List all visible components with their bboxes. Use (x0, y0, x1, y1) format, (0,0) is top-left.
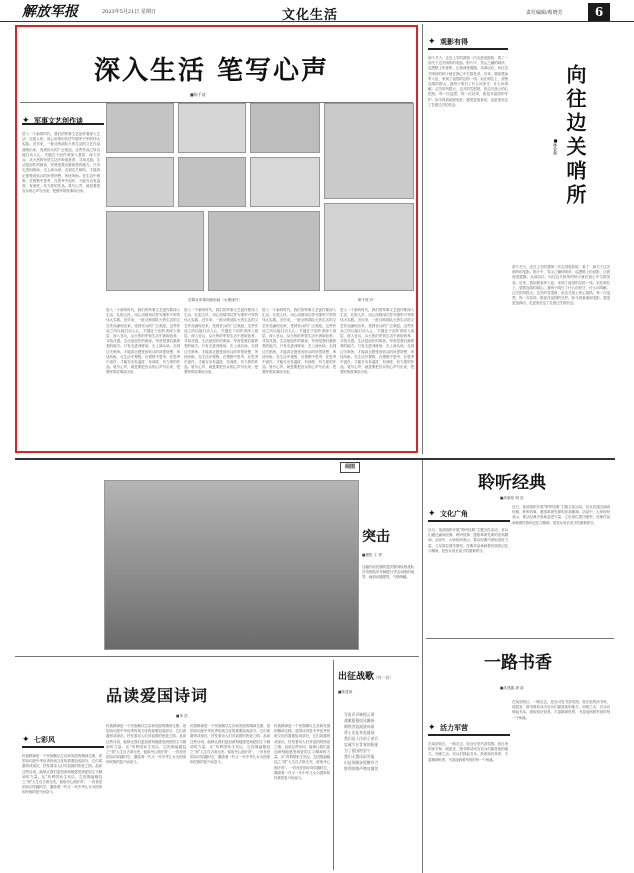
poem-title (338, 664, 393, 683)
editor-credit: 责任编辑/蔡晓芳 (526, 10, 563, 16)
poetry-body-col1: 民族精神是一个民族赖以生存和发展的精神支撑。爱国诗词是中华优秀传统文化的重要组成部分，它们或激昂或深沉，抒发着诗人们对祖国的热爱之情。品读这些诗词，能够让我们更加深刻地感受到爱国主义精神的力量。从“苟利国家生死以，岂因祸福避趋之”到“人生自古谁无死，留取丹心照汗青”，一首首爱国诗词穿越时空，激励着一代又一代中华儿女为国家和民族的复兴而奋斗。 (22, 754, 102, 795)
sketch-image (250, 103, 320, 153)
artwork-credit: 陈千波 作 (358, 298, 374, 302)
photo-tag: 阅图 (340, 462, 360, 473)
section-divider (15, 656, 419, 657)
sketch-image (324, 103, 414, 199)
star-icon: ✦ (22, 735, 30, 745)
poetry-body-col2: 民族精神是一个民族赖以生存和发展的精神支撑。爱国诗词是中华优秀传统文化的重要组成部分，它们或激昂或深沉，抒发着诗人们对祖国的热爱之情。品读这些诗词，能够让我们更加深刻地感受到爱国主义精神的力量。从“苟利国家生死以，岂因祸福避趋之”到“人生自古谁无死，留取丹心照汗青”，一首首爱国诗词穿越时空，激励着一代又一代中华儿女为国家和民族的复兴而奋斗。 (106, 724, 186, 765)
poetry-byline: ■李 浩 (176, 714, 188, 718)
poetry-heading: 七彩风 (34, 735, 55, 744)
poem-line: 我们是人民的子弟兵 (344, 736, 379, 741)
shuxiang-body-col2: 在某部营区，一路走去，处处可见书香氛围。营区里的读书角、阅览室、图书驿站成为官兵们最喜欢的地方。训练之余，官兵们捧起书本，汲取知识营养，丰富精神世界，书香浸润着军营的每一个角落。 (512, 700, 610, 720)
photo-byline: ■摄影 王 婷 (362, 553, 383, 557)
feature-body-col3: 进入一个新的时代，我们的军事文艺创作要深入生活、扎根人民，用心用情用功抒写强军兴军的伟大实践。近年来，一批反映部队火热生活的文艺作品涌现出来，受到官兵的广泛欢迎。这些作品之所以能打动人心，关键在于创作者深入基层、深入官兵，从火热的军营生活中汲取营养、寻找灵感。生活是创作的源泉，军营是我们最熟悉的地方。只有走进训练场、走上演兵场、走到边关哨所，才能真正感受到官兵的所思所想、所忧所盼。在生活中观察，在观察中思考，在思考中创作，才能写出有温度、有深度、有力度的作品。笔写心声，就是要把官兵的心声写出来，把强军的故事讲出来。 (184, 308, 258, 375)
poem-line: 勇士出征奔赴战场 (344, 730, 375, 735)
page-number: 6 (588, 3, 610, 21)
poetry-sidebar-bar (22, 746, 104, 748)
right-feature-title: 向往边关哨所 (563, 64, 587, 208)
poem-line: 胜利的歌声嘹亮激昂 (344, 766, 379, 771)
poem-byline: ■陈建斌 (338, 690, 353, 694)
feature-title: 深入生活 笔写心声 (94, 56, 330, 86)
sketch-image (250, 157, 320, 207)
issue-date: 2023年5月21日 星期日 (102, 9, 156, 15)
right-sidebar-heading: 观影有得 (440, 37, 468, 46)
poem-line: 钢铁洪流滚滚向前 (344, 724, 375, 729)
column-divider (422, 24, 423, 454)
shuxiang-heading: 活力军营 (440, 723, 468, 732)
masthead (0, 0, 634, 22)
sketch-image (106, 103, 174, 153)
poem-title-text: 出征战歌 (338, 672, 375, 682)
section-divider (426, 638, 614, 639)
star-icon: ✦ (22, 116, 30, 126)
poetry-body-col3: 民族精神是一个民族赖以生存和发展的精神支撑。爱国诗词是中华优秀传统文化的重要组成部分，它们或激昂或深沉，抒发着诗人们对祖国的热爱之情。品读这些诗词，能够让我们更加深刻地感受到爱国主义精神的力量。从“苟利国家生死以，岂因祸福避趋之”到“人生自古谁无死，留取丹心照汗青”，一首首爱国诗词穿越时空，激励着一代又一代中华儿女为国家和民族的复兴而奋斗。 (190, 724, 270, 765)
armored-vehicle-photo (104, 480, 359, 650)
feature-body-col1: 进入一个新的时代，我们的军事文艺创作要深入生活、扎根人民，用心用情用功抒写强军兴军的伟大实践。近年来，一批反映部队火热生活的文艺作品涌现出来，受到官兵的广泛欢迎。这些作品之所以能打动人心，关键在于创作者深入基层、深入官兵，从火热的军营生活中汲取营养、寻找灵感。生活是创作的源泉，军营是我们最熟悉的地方。只有走进训练场、走上演兵场、走到边关哨所，才能真正感受到官兵的所思所想、所忧所盼。在生活中观察，在观察中思考，在思考中创作，才能写出有温度、有深度、有力度的作品。笔写心声，就是要把官兵的心声写出来，把强军的故事讲出来。 (22, 132, 100, 194)
shuxiang-body-col1: 在某部营区，一路走去，处处可见书香氛围。营区里的读书角、阅览室、图书驿站成为官兵们最喜欢的地方。训练之余，官兵们捧起书本，汲取知识营养，丰富精神世界，书香浸润着军营的每一个角落。 (428, 742, 508, 762)
sketch-image (324, 203, 414, 291)
right-body-col2: 那个冬天，还在上学的我第一次走进电影院，看了一部关于边关哨所的电影。影片中，雪山之巅的哨所，巡逻路上的身影，让我深受震撼。从那以后，向往边关哨所的种子就在我心中生根发芽。后来，我如愿参军入伍，来到了祖国的边防一线。站在哨位上，望着连绵的群山，我终于明白了什么叫坚守、什么叫奉献。边关的风很大，边关的雪很厚，但边关战士的心很热。每一次巡逻，每一次站岗，都是对祖国的守护。如今再看那部电影，感受更加真切，也更加坚定了扎根边关的信念。 (512, 265, 610, 306)
shuxiang-title: 一路书香 (484, 653, 552, 673)
lingting-byline: ■高晓星 明 浩 (500, 496, 524, 500)
photo-description: 这幅作品拍摄的是武警部队特战队员驾驶装甲车辆进行突击训练的场景，画面动感强烈，气势磅礴。 (362, 565, 414, 580)
poem-line: 出征的脚步铿锵有力 (344, 760, 379, 765)
artwork-caption: 空降兵军事训练组画（水墨速写） (188, 298, 242, 302)
poem-line: 忠诚写在青春的脸庞 (344, 742, 379, 747)
sketch-image (178, 103, 246, 153)
right-feature-byline: ■林金强 (553, 138, 558, 155)
sketch-image (208, 211, 320, 291)
right-body-col1: 那个冬天，还在上学的我第一次走进电影院，看了一部关于边关哨所的电影。影片中，雪山之巅的哨所，巡逻路上的身影，让我深受震撼。从那以后，向往边关哨所的种子就在我心中生根发芽。后来，我如愿参军入伍，来到了祖国的边防一线。站在哨位上，望着连绵的群山，我终于明白了什么叫坚守、什么叫奉献。边关的风很大，边关的雪很厚，但边关战士的心很热。每一次巡逻，每一次站岗，都是对祖国的守护。如今再看那部电影，感受更加真切，也更加坚定了扎根边关的信念。 (428, 56, 508, 107)
sketch-image (106, 157, 174, 207)
star-icon: ✦ (428, 37, 436, 47)
section-title: 文化生活 (282, 8, 339, 23)
lingting-body-col1: 近日，某部组织开展“聆听经典”主题文化活动，官兵们通过诵读经典、聆听故事，感悟革命先辈的崇高精神。活动中，大家纷纷表示，要从经典中汲取奋进力量，立足岗位建功强军。经典作品承载着民族的记忆与精神，是官兵成长成才的重要养分。 (428, 528, 508, 553)
poem-line: 我们无惧风雨雪霜 (344, 754, 375, 759)
column-divider (422, 460, 423, 873)
poem-subtitle: （外一首） (374, 675, 393, 680)
column-divider (333, 660, 334, 870)
feature-body-col5: 进入一个新的时代，我们的军事文艺创作要深入生活、扎根人民，用心用情用功抒写强军兴军的伟大实践。近年来，一批反映部队火热生活的文艺作品涌现出来，受到官兵的广泛欢迎。这些作品之所以能打动人心，关键在于创作者深入基层、深入官兵，从火热的军营生活中汲取营养、寻找灵感。生活是创作的源泉，军营是我们最熟悉的地方。只有走进训练场、走上演兵场、走到边关哨所，才能真正感受到官兵的所思所想、所忧所盼。在生活中观察，在观察中思考，在思考中创作，才能写出有温度、有深度、有力度的作品。笔写心声，就是要把官兵的心声写出来，把强军的故事讲出来。 (340, 308, 414, 375)
shuxiang-byline: ■高建鑫 龚 斌 (500, 686, 524, 690)
poem-line: 号角声声响彻云霄 (344, 712, 375, 717)
feature-artwork (106, 103, 414, 303)
feature-sidebar-heading: 军事文艺创作谈 (34, 116, 83, 125)
poetry-body-col4: 民族精神是一个民族赖以生存和发展的精神支撑。爱国诗词是中华优秀传统文化的重要组成部分，它们或激昂或深沉，抒发着诗人们对祖国的热爱之情。品读这些诗词，能够让我们更加深刻地感受到爱国主义精神的力量。从“苟利国家生死以，岂因祸福避趋之”到“人生自古谁无死，留取丹心照汗青”，一首首爱国诗词穿越时空，激励着一代又一代中华儿女为国家和民族的复兴而奋斗。 (274, 724, 330, 781)
lingting-heading: 文化广角 (440, 509, 468, 518)
photo-title: 突击 (362, 529, 390, 545)
poem-line: 战旗猎猎迎风飘扬 (344, 718, 375, 723)
lingting-sidebar-bar (428, 520, 510, 522)
star-icon: ✦ (428, 509, 436, 519)
feature-body-col2: 进入一个新的时代，我们的军事文艺创作要深入生活、扎根人民，用心用情用功抒写强军兴军的伟大实践。近年来，一批反映部队火热生活的文艺作品涌现出来，受到官兵的广泛欢迎。这些作品之所以能打动人心，关键在于创作者深入基层、深入官兵，从火热的军营生活中汲取营养、寻找灵感。生活是创作的源泉，军营是我们最熟悉的地方。只有走进训练场、走上演兵场、走到边关哨所，才能真正感受到官兵的所思所想、所忧所盼。在生活中观察，在观察中思考，在思考中创作，才能写出有温度、有深度、有力度的作品。笔写心声，就是要把官兵的心声写出来，把强军的故事讲出来。 (106, 308, 180, 375)
lingting-title: 聆听经典 (478, 473, 546, 493)
section-divider (15, 458, 615, 460)
poetry-title: 品读爱国诗词 (106, 686, 209, 705)
right-sidebar-bar (428, 48, 508, 50)
lingting-body-col2: 近日，某部组织开展“聆听经典”主题文化活动，官兵们通过诵读经典、聆听故事，感悟革命先辈的崇高精神。活动中，大家纷纷表示，要从经典中汲取奋进力量，立足岗位建功强军。经典作品承载着民族的记忆与精神，是官兵成长成才的重要养分。 (512, 505, 610, 525)
poem-verses (344, 712, 416, 772)
sketch-image (106, 211, 204, 291)
poem-line: 为了祖国的安宁 (344, 748, 371, 753)
feature-byline: ■陈千波 (190, 92, 206, 97)
newspaper-logo: 解放军报 (22, 4, 78, 20)
sketch-image (178, 157, 246, 207)
star-icon: ✦ (428, 723, 436, 733)
feature-body-col4: 进入一个新的时代，我们的军事文艺创作要深入生活、扎根人民，用心用情用功抒写强军兴军的伟大实践。近年来，一批反映部队火热生活的文艺作品涌现出来，受到官兵的广泛欢迎。这些作品之所以能打动人心，关键在于创作者深入基层、深入官兵，从火热的军营生活中汲取营养、寻找灵感。生活是创作的源泉，军营是我们最熟悉的地方。只有走进训练场、走上演兵场、走到边关哨所，才能真正感受到官兵的所思所想、所忧所盼。在生活中观察，在观察中思考，在思考中创作，才能写出有温度、有深度、有力度的作品。笔写心声，就是要把官兵的心声写出来，把强军的故事讲出来。 (262, 308, 336, 375)
shuxiang-sidebar-bar (428, 734, 510, 736)
